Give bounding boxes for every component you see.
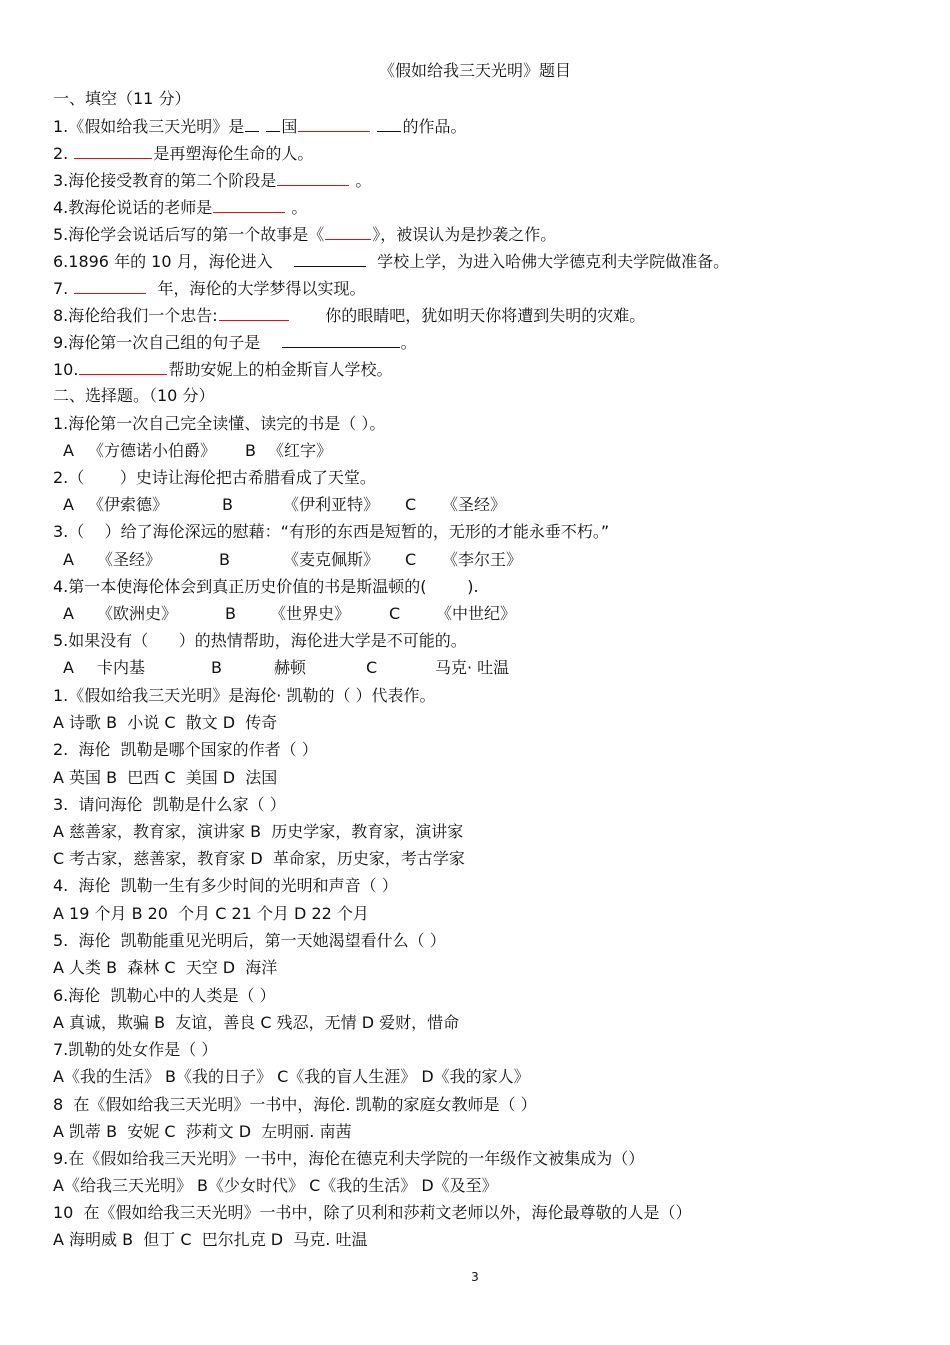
options-line[interactable]: A《给我三天光明》 B《少女时代》 C《我的生活》 D《及至》 (53, 1176, 498, 1195)
fill-question-10 (53, 356, 910, 382)
question-line: 7.凯勒的处女作是（ ） (53, 1040, 218, 1059)
choice-question-4: 4.第一本使海伦体会到真正历史价值的书是斯温顿的( ). (53, 577, 479, 596)
options-line[interactable]: C 考古家，慈善家，教育家 D 革命家，历史家，考古学家 (53, 849, 465, 868)
fill-q6-blank[interactable] (294, 248, 366, 267)
fill-q3-text-a: 3.海伦接受教育的第二个阶段是 (53, 171, 277, 190)
question-line: 8 在《假如给我三天光明》一书中，海伦. 凯勒的家庭女教师是（ ） (53, 1095, 537, 1114)
choice-question-1: 1.海伦第一次自己完全读懂、读完的书是（ ）。 (53, 414, 386, 433)
options-line[interactable]: A 诗歌 B 小说 C 散文 D 传奇 (53, 713, 278, 732)
fill-q8-blank[interactable] (219, 302, 289, 321)
document-title: 《假如给我三天光明》题目 (378, 61, 571, 80)
options-line[interactable]: A 人类 B 森林 C 天空 D 海洋 (53, 958, 278, 977)
fill-question-5 (53, 221, 910, 247)
options-line[interactable]: A 19 个月 B 20 个月 C 21 个月 D 22 个月 (53, 904, 369, 923)
fill-q4-text-b: 。 (291, 198, 308, 217)
choice-q5-option-b[interactable]: 赫顿 (274, 658, 307, 677)
choice-q1-option-a[interactable]: 《方德诺小伯爵》 (88, 441, 217, 460)
fill-q3-blank[interactable] (277, 167, 349, 186)
question-line: 1.《假如给我三天光明》是海伦· 凯勒的（ ）代表作。 (53, 686, 436, 705)
fill-q7-text-a: 7. (53, 279, 69, 298)
options-line[interactable]: A 真诚，欺骗 B 友谊，善良 C 残忍，无情 D 爱财，惜命 (53, 1013, 460, 1032)
choice-q4-option-a[interactable]: 《欧洲史》 (97, 604, 178, 623)
choice-q3-option-b[interactable]: 《麦克佩斯》 (283, 550, 380, 569)
fill-q7-text-b: 年，海伦的大学梦得以实现。 (157, 279, 366, 298)
fill-q1-text-a: 1.《假如给我三天光明》是 (53, 117, 245, 136)
options-line[interactable]: A 海明威 B 但丁 C 巴尔扎克 D 马克. 吐温 (53, 1230, 368, 1249)
fill-question-1 (53, 113, 910, 139)
fill-q1-text-c: 的作品。 (402, 117, 467, 136)
question-line: 3. 请问海伦 凯勒是什么家（ ） (53, 795, 286, 814)
choice-q1-option-b[interactable]: 《红字》 (268, 441, 333, 460)
fill-q6-text-b: 学校上学，为进入哈佛大学德克利夫学院做准备。 (377, 252, 730, 271)
choice-question-2: 2.（ ）史诗让海伦把古希腊看成了天堂。 (53, 468, 376, 487)
fill-question-7 (53, 275, 910, 301)
fill-q9-blank[interactable] (282, 329, 400, 348)
fill-q2-text-b: 是再塑海伦生命的人。 (153, 144, 314, 163)
options-line[interactable]: A 凯蒂 B 安妮 C 莎莉文 D 左明丽. 南茜 (53, 1122, 352, 1141)
section2-heading: 二、选择题。（10 分） (53, 386, 215, 405)
fill-q2-blank[interactable] (74, 140, 152, 159)
page-number: 3 (471, 1270, 479, 1284)
choice-q4-option-b[interactable]: 《世界史》 (270, 604, 351, 623)
fill-q3-text-b: 。 (355, 171, 372, 190)
choice-q3-option-a[interactable]: 《圣经》 (97, 550, 162, 569)
choice-q3-label-c[interactable]: C (405, 550, 417, 569)
fill-q1-blank-3[interactable] (298, 113, 370, 132)
fill-q1-blank-4[interactable] (377, 113, 401, 132)
choice-q3-option-c[interactable]: 《李尔王》 (442, 550, 523, 569)
choice-q2-option-c[interactable]: 《圣经》 (442, 495, 507, 514)
choice-q2-option-a[interactable]: 《伊索德》 (88, 495, 169, 514)
fill-q8-text-a: 8.海伦给我们一个忠告: (53, 306, 218, 325)
question-line: 4. 海伦 凯勒一生有多少时间的光明和声音（ ） (53, 876, 398, 895)
fill-q1-text-b: 国 (281, 117, 298, 136)
section1-heading: 一、填空（11 分） (53, 89, 191, 108)
choice-q5-option-a[interactable]: 卡内基 (97, 658, 146, 677)
choice-question-5: 5.如果没有（ ）的热情帮助，海伦进大学是不可能的。 (53, 631, 467, 650)
fill-q7-blank[interactable] (74, 275, 146, 294)
fill-q1-blank-1[interactable] (245, 113, 259, 132)
choice-q3-label-b[interactable]: B (219, 550, 230, 569)
fill-q4-text-a: 4.教海伦说话的老师是 (53, 198, 213, 217)
fill-question-3 (53, 167, 910, 193)
choice-q2-label-a[interactable]: A (63, 495, 74, 514)
fill-q5-text-b: 》，被误认为是抄袭之作。 (372, 225, 557, 244)
question-line: 2. 海伦 凯勒是哪个国家的作者（ ） (53, 740, 318, 759)
fill-q10-text-a: 10. (53, 360, 79, 379)
choice-q5-label-b[interactable]: B (211, 658, 222, 677)
choice-q4-label-c[interactable]: C (389, 604, 401, 623)
question-line: 5. 海伦 凯勒能重见光明后，第一天她渴望看什么（ ） (53, 931, 446, 950)
choice-q2-option-b[interactable]: 《伊利亚特》 (283, 495, 380, 514)
fill-q5-blank[interactable] (325, 221, 371, 240)
fill-q9-text-b: 。 (400, 333, 417, 352)
options-line[interactable]: A 英国 B 巴西 C 美国 D 法国 (53, 768, 278, 787)
choice-q1-label-a[interactable]: A (63, 441, 74, 460)
fill-q4-blank[interactable] (213, 194, 285, 213)
question-line: 6.海伦 凯勒心中的人类是（ ） (53, 986, 276, 1005)
choice-q2-label-c[interactable]: C (405, 495, 417, 514)
fill-q9-text-a: 9.海伦第一次自己组的句子是 (53, 333, 261, 352)
choice-q5-option-c[interactable]: 马克· 吐温 (435, 658, 510, 677)
fill-question-9 (53, 329, 910, 355)
fill-q10-text-b: 帮助安妮上的柏金斯盲人学校。 (168, 360, 393, 379)
choice-q4-label-b[interactable]: B (225, 604, 236, 623)
fill-q6-text-a: 6.1896 年的 10 月，海伦进入 (53, 252, 273, 271)
fill-q8-text-b: 你的眼睛吧，犹如明天你将遭到失明的灾难。 (325, 306, 646, 325)
choice-q1-label-b[interactable]: B (245, 441, 256, 460)
choice-q3-label-a[interactable]: A (63, 550, 74, 569)
fill-q5-text-a: 5.海伦学会说话后写的第一个故事是《 (53, 225, 325, 244)
fill-question-2 (53, 140, 910, 166)
fill-q1-blank-2[interactable] (266, 113, 280, 132)
choice-q4-option-c[interactable]: 《中世纪》 (436, 604, 517, 623)
fill-question-6 (53, 248, 910, 274)
question-line: 10 在《假如给我三天光明》一书中，除了贝利和莎莉文老师以外，海伦最尊敬的人是（） (53, 1203, 692, 1222)
fill-q10-blank[interactable] (79, 356, 167, 375)
choice-q2-label-b[interactable]: B (222, 495, 233, 514)
fill-q2-text-a: 2. (53, 144, 69, 163)
fill-question-4 (53, 194, 910, 220)
choice-question-3: 3.（ ）给了海伦深远的慰藉：“有形的东西是短暂的，无形的才能永垂不朽。” (53, 522, 610, 541)
choice-q5-label-a[interactable]: A (63, 658, 74, 677)
options-line[interactable]: A《我的生活》 B《我的日子》 C《我的盲人生涯》 D《我的家人》 (53, 1067, 530, 1086)
choice-q4-label-a[interactable]: A (63, 604, 74, 623)
fill-question-8 (53, 302, 910, 328)
question-line: 9.在《假如给我三天光明》一书中，海伦在德克利夫学院的一年级作文被集成为（） (53, 1149, 645, 1168)
choice-q5-label-c[interactable]: C (366, 658, 378, 677)
options-line[interactable]: A 慈善家，教育家，演讲家 B 历史学家，教育家，演讲家 (53, 822, 464, 841)
